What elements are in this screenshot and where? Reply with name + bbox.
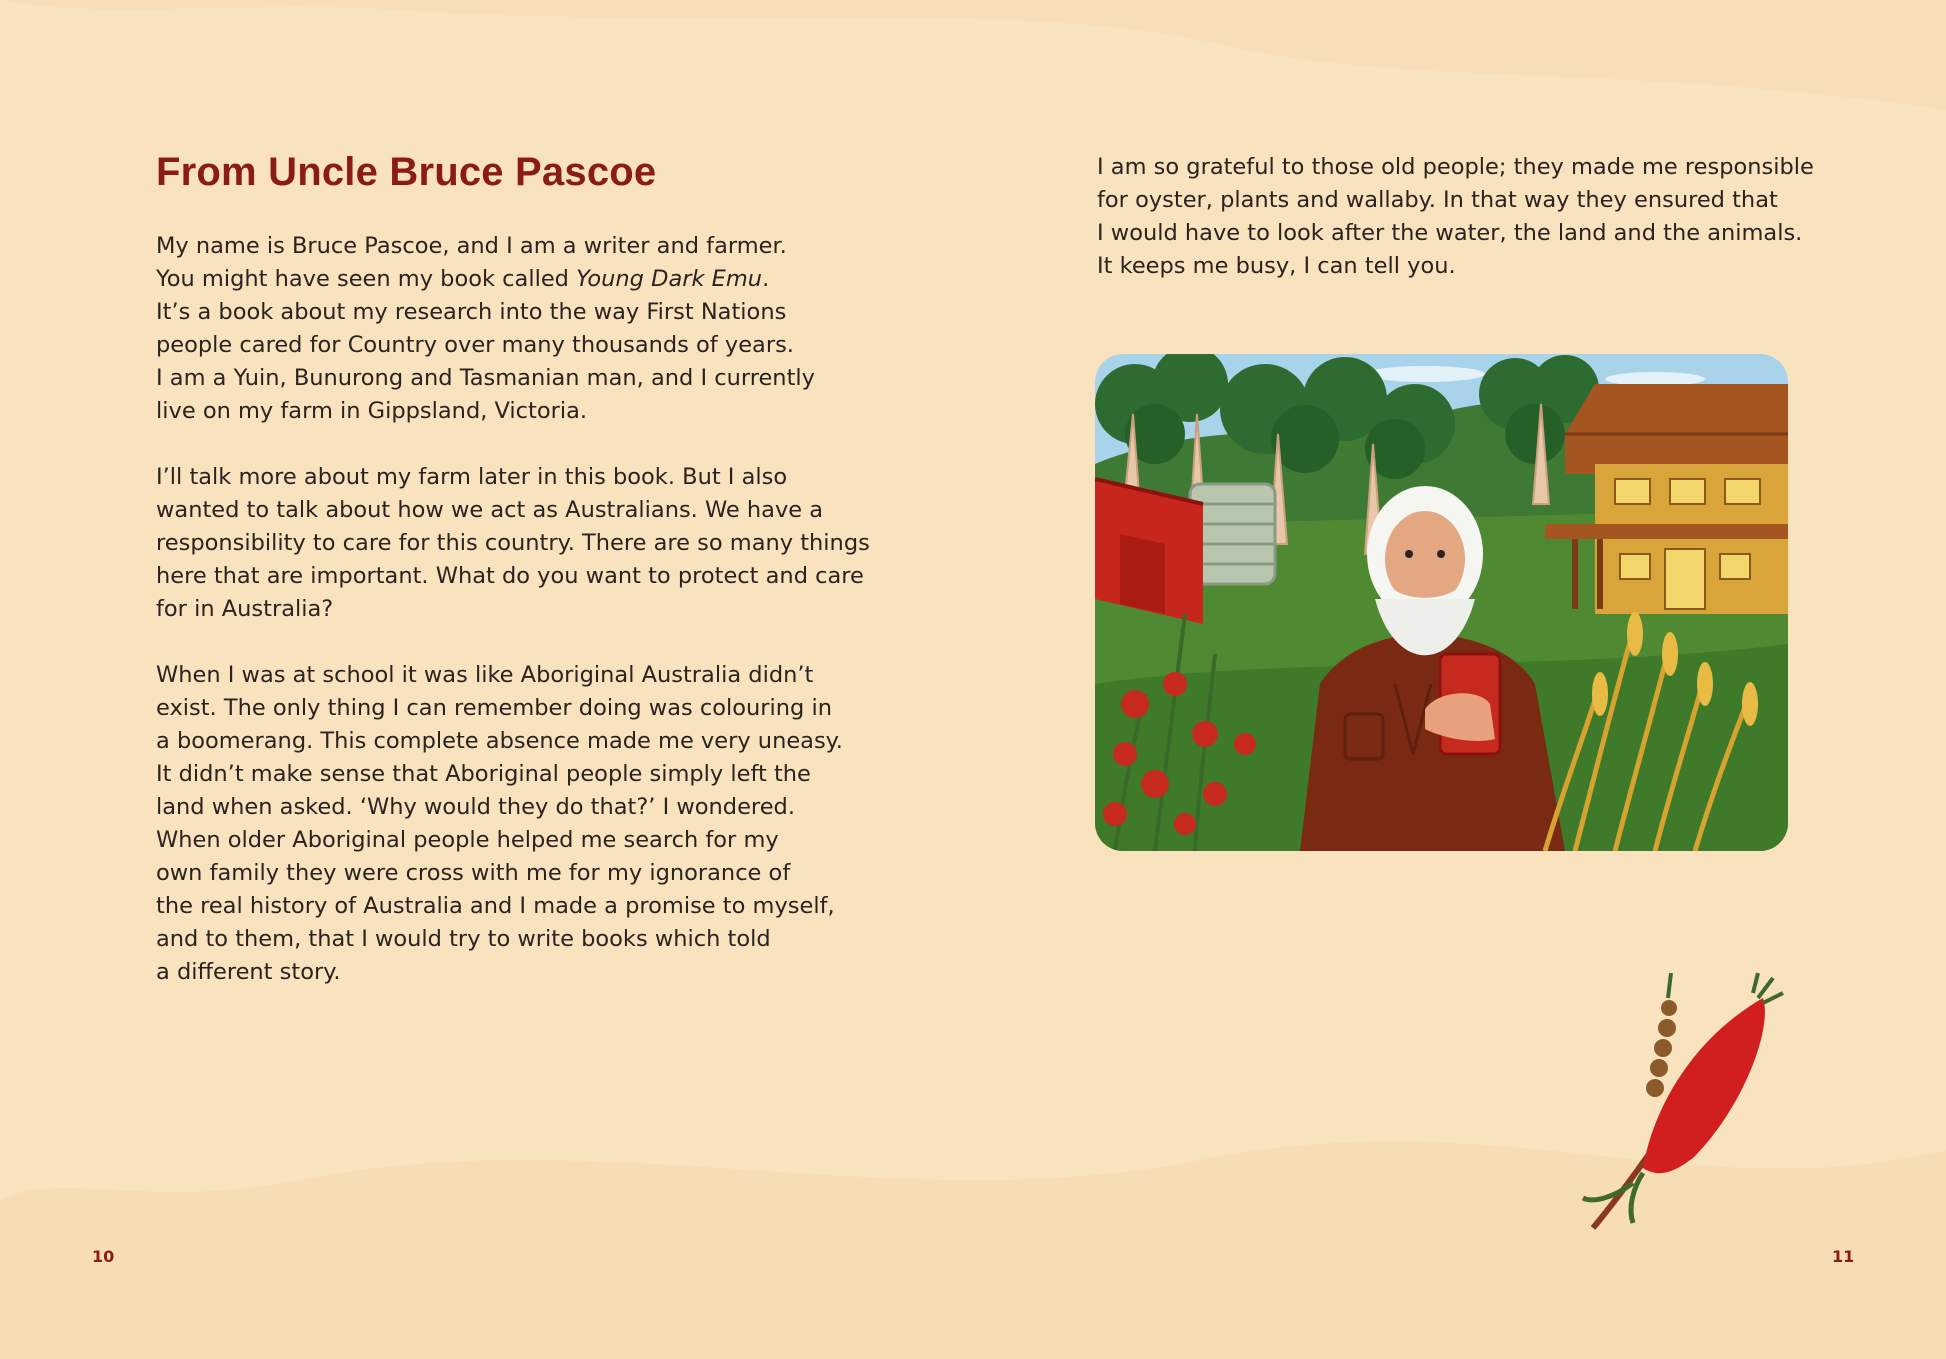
grateful-paragraph [1097,151,1817,283]
page-number-left: 10 [92,1247,115,1266]
text-line: It didn’t make sense that Aboriginal people simply left the [156,761,811,787]
text-line: I would have to look after the water, the land and the animals. [1097,220,1803,246]
right-page [973,0,1946,1359]
text-fragment: You might have seen my book called [156,266,577,292]
text-line [156,263,876,296]
farm-paragraph [156,461,876,626]
text-line: exist. The only thing I can remember doing was colouring in [156,695,832,721]
text-line: I am a Yuin, Bunurong and Tasmanian man, and I currently [156,365,815,391]
text-line: a different story. [156,959,341,985]
text-line: When I was at school it was like Aboriginal Australia didn’t [156,662,814,688]
text-line: I’ll talk more about my farm later in this book. But I also [156,464,788,490]
text-line: responsibility to care for this country. There are so many things [156,530,870,556]
text-line: and to them, that I would try to write books which told [156,926,771,952]
text-line: for in Australia? [156,596,334,622]
bottlebrush-flower-icon [1573,968,1788,1238]
text-line: own family they were cross with me for my ignorance of [156,860,791,886]
text-line: I am so grateful to those old people; they made me responsible [1097,154,1814,180]
text-line: wanted to talk about how we act as Australians. We have a [156,497,824,523]
text-line: land when asked. ‘Why would they do that?’ I wondered. [156,794,795,820]
text-line: the real history of Australia and I made a promise to myself, [156,893,835,919]
school-paragraph [156,659,876,989]
text-line: live on my farm in Gippsland, Victoria. [156,398,588,424]
farm-illustration [1095,354,1788,851]
page-title: From Uncle Bruce Pascoe [156,150,657,194]
text-line: here that are important. What do you want to protect and care [156,563,864,589]
text-fragment: . [762,266,770,292]
text-line: people cared for Country over many thousands of years. [156,332,794,358]
text-line: It keeps me busy, I can tell you. [1097,253,1456,279]
text-line: When older Aboriginal people helped me search for my [156,827,779,853]
page-number-right: 11 [1832,1247,1855,1266]
text-line: It’s a book about my research into the way First Nations [156,299,787,325]
text-line: a boomerang. This complete absence made me very uneasy. [156,728,843,754]
book-title: Young Dark Emu [576,266,763,292]
text-line: for oyster, plants and wallaby. In that way they ensured that [1097,187,1778,213]
intro-paragraph [156,230,876,428]
text-line: My name is Bruce Pascoe, and I am a writer and farmer. [156,233,787,259]
